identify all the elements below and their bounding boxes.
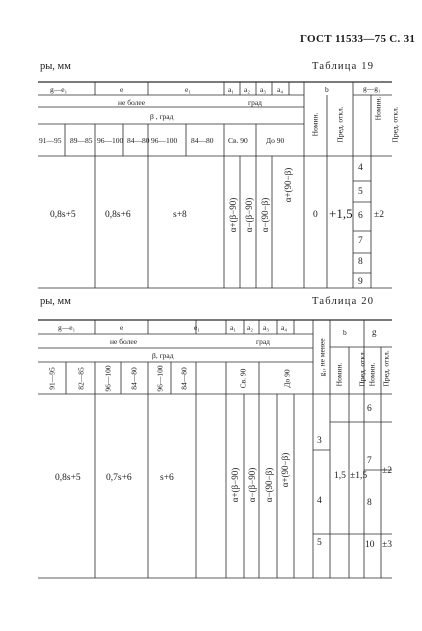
- t20-h-b: b: [343, 328, 347, 337]
- t19-v-b-tol: +1,5: [329, 206, 353, 221]
- t19-range-2: 89—85: [70, 136, 93, 145]
- t20-range-1: 91—95: [47, 367, 57, 390]
- t19-range-1: 91—95: [39, 136, 62, 145]
- t19-beta-grad: β , град: [150, 112, 174, 121]
- t19-h-e: e: [120, 85, 124, 94]
- t20-h-pred-otkl-2: Пред. откл.: [381, 350, 391, 387]
- t19-v-e: 0,8s+6: [105, 210, 131, 220]
- t20-not-more: не более: [110, 337, 138, 346]
- table19-caption: Таблица 19: [312, 61, 375, 72]
- t20-beta-grad: β, град: [152, 351, 174, 360]
- t19-h-pred-otkl-2: Пред. откл.: [390, 106, 400, 143]
- t19-h-pred-otkl: Пред. откл.: [335, 106, 345, 143]
- t19-h-a2: a₂: [244, 85, 250, 94]
- t19-v-a2: α−(β−90): [244, 197, 254, 233]
- t20-v-g1-5: 5: [317, 538, 322, 548]
- t20-range-4: 84—80: [129, 367, 139, 390]
- t20-h-g: g: [372, 327, 377, 337]
- t19-v-b-nom: 0: [313, 210, 318, 220]
- t19-range-5: 96—100: [151, 136, 178, 145]
- t20-h-a3: a₃: [263, 323, 269, 332]
- t19-v-g-6: 6: [358, 211, 363, 221]
- t20-v-g-10: 10: [365, 540, 375, 550]
- t20-h-pred-otkl: Пред. откл.: [357, 350, 367, 387]
- t20-v-a3: α−(90−β): [264, 467, 274, 503]
- t20-v-e1: s+6: [160, 473, 174, 483]
- t19-v-g-4: 4: [358, 163, 363, 173]
- t20-h-a1: a₁: [230, 323, 236, 332]
- t19-range-7: Св. 90: [228, 136, 248, 145]
- t19-v-g-8: 8: [358, 257, 363, 267]
- t19-v-g-5: 5: [358, 187, 363, 197]
- table20-caption-left: ры, мм: [40, 296, 71, 307]
- t19-h-nomin-2: Номин.: [373, 96, 383, 121]
- t19-grad: град: [248, 98, 262, 107]
- t19-h-g-e1: g—e₁: [50, 85, 68, 94]
- t19-range-3: 96—100: [97, 136, 124, 145]
- t20-range-3: 96—100: [103, 365, 113, 392]
- t20-v-a2: α−(β−90): [247, 467, 257, 503]
- t19-v-g-9: 9: [358, 277, 363, 287]
- table20-caption: Таблица 20: [312, 296, 375, 307]
- t20-h-g-e1: g—e₁: [58, 323, 76, 332]
- t20-v-g1-3: 3: [317, 436, 322, 446]
- t19-v-a3: α−(90−β): [260, 197, 270, 233]
- t20-v-g-tol-2: ±3: [382, 540, 392, 550]
- t20-v-g-6: 6: [367, 404, 372, 414]
- t19-h-a1: a₁: [228, 85, 234, 94]
- t20-v-g1-4: 4: [317, 496, 322, 506]
- page-header: ГОСТ 11533—75 С. 31: [300, 33, 416, 45]
- t20-v-g-7: 7: [367, 456, 372, 466]
- t19-v-a4: α+(90−β): [283, 167, 293, 203]
- t20-h-a2: a₂: [247, 323, 253, 332]
- t19-range-4: 84—80: [127, 136, 150, 145]
- t19-h-g-g1: g—g₁: [363, 84, 381, 93]
- t20-h-nomin-2: Номин.: [367, 362, 377, 387]
- t19-h-nomin: Номин.: [310, 112, 320, 137]
- t19-v-g-tol: ±2: [374, 210, 384, 220]
- t20-h-e1: e₁: [194, 323, 200, 332]
- t20-v-b-nom: 1,5: [334, 471, 346, 481]
- t19-v-g-7: 7: [358, 236, 363, 246]
- t19-h-a3: a₃: [260, 85, 266, 94]
- t19-v-a1: α+(β−90): [228, 197, 238, 233]
- t20-v-g-tol-1: ±2: [382, 466, 392, 476]
- t19-h-e1: e₁: [185, 85, 191, 94]
- t20-range-7: Св. 90: [238, 368, 248, 389]
- t19-v-e1: s+8: [173, 210, 187, 220]
- t20-v-g-8: 8: [367, 498, 372, 508]
- t20-grad: град: [256, 337, 270, 346]
- t20-range-6: 84—80: [179, 367, 189, 390]
- t19-h-a4: a₄: [277, 85, 283, 94]
- t20-v-e: 0,7s+6: [106, 473, 132, 483]
- t20-range-2: 82—85: [76, 367, 86, 390]
- t20-range-5: 96—100: [155, 365, 165, 392]
- t19-not-more: не более: [118, 98, 146, 107]
- t19-h-b: b: [325, 85, 329, 94]
- t20-v-a4: α+(90−β): [280, 452, 290, 488]
- t20-v-a1: α+(β−90): [230, 467, 240, 503]
- t20-v-g-e1: 0,8s+5: [55, 473, 81, 483]
- t20-h-a4: a₄: [281, 323, 287, 332]
- t19-range-8: До 90: [266, 136, 285, 145]
- t20-v-b-tol: ±1,5: [350, 471, 368, 481]
- t19-range-6: 84—80: [191, 136, 214, 145]
- table19-caption-left: ры, мм: [40, 61, 71, 72]
- t19-v-g-e1: 0,8s+5: [50, 210, 76, 220]
- t20-h-e: e: [120, 323, 124, 332]
- t20-range-8: До 90: [282, 369, 292, 388]
- t20-h-g1-not-less: g₁, не менее: [317, 338, 327, 377]
- t20-h-nomin: Номин.: [334, 362, 344, 387]
